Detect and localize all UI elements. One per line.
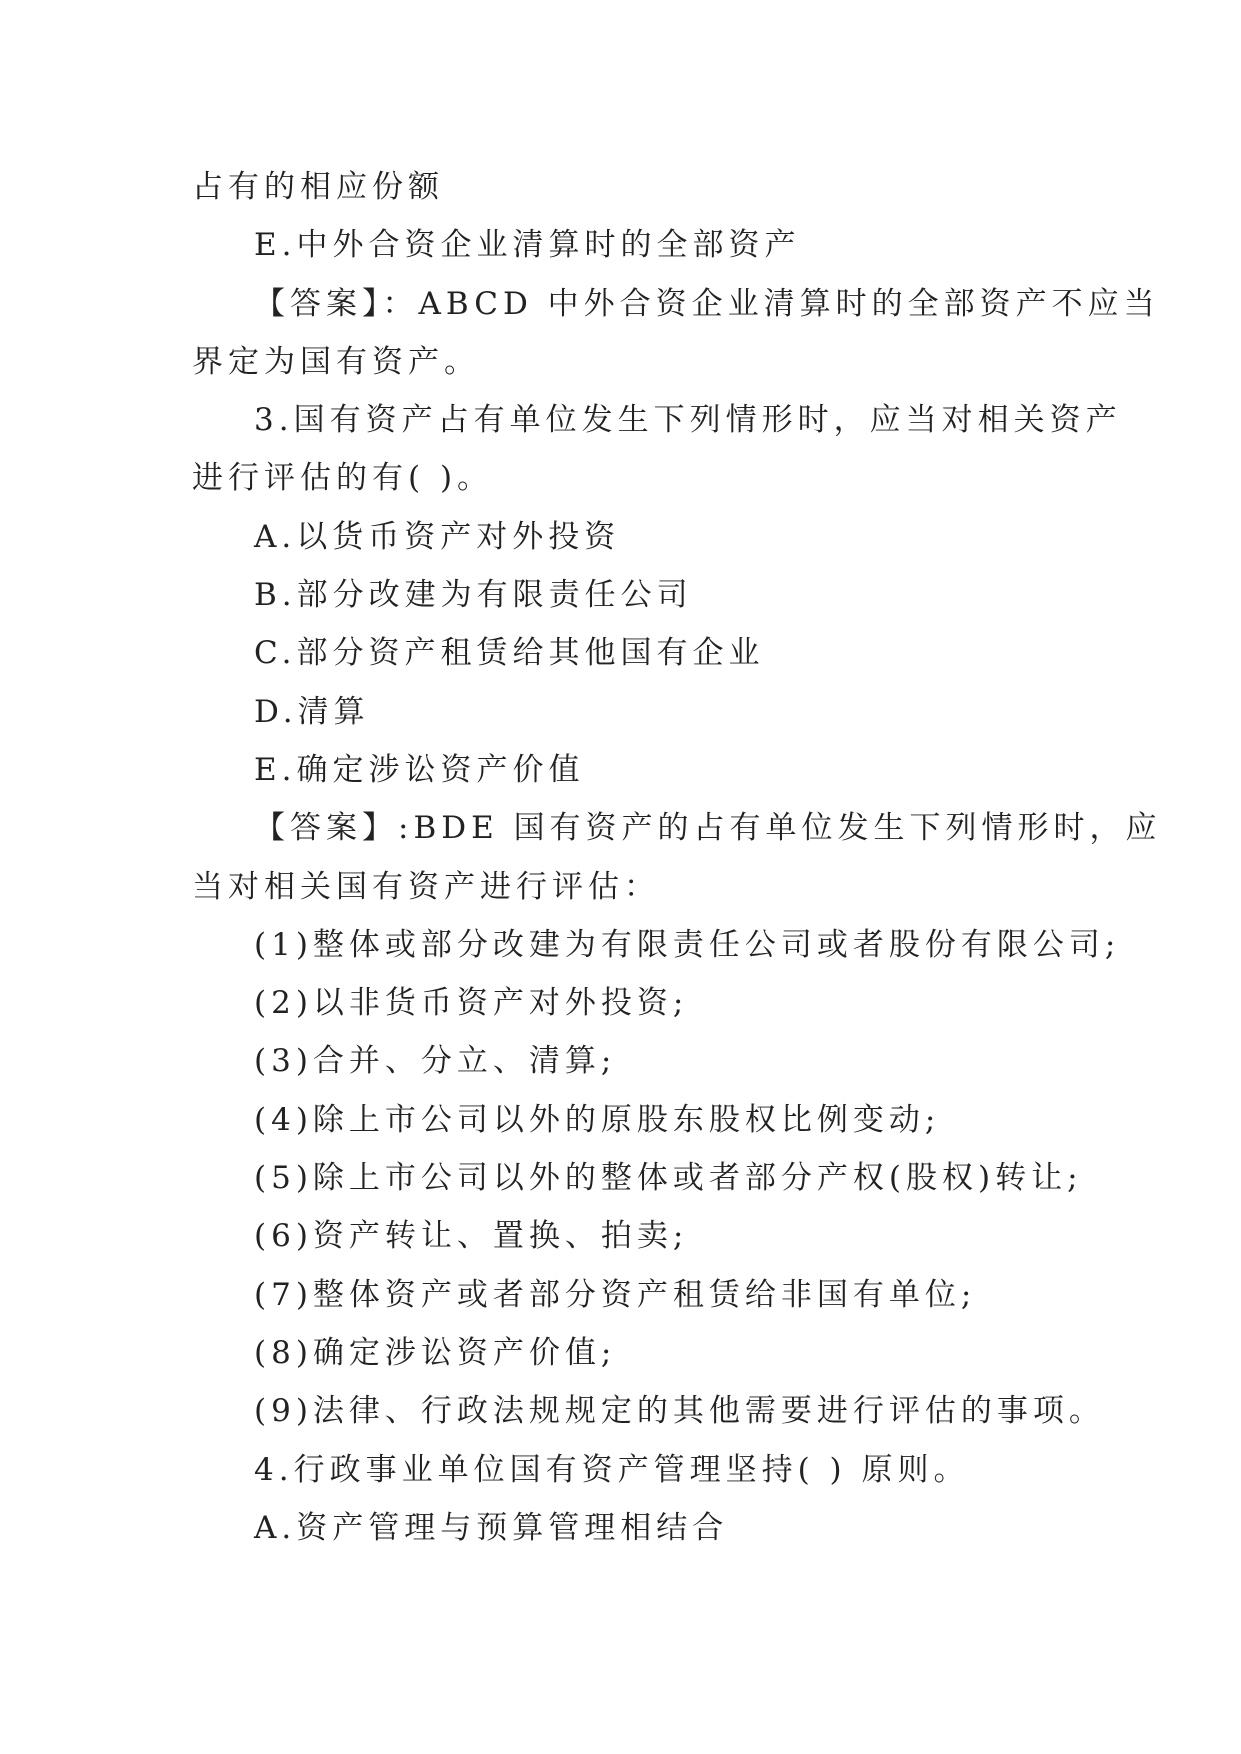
text-line: D.清算 bbox=[254, 693, 370, 730]
text-line: (7)整体资产或者部分资产租赁给非国有单位; bbox=[254, 1276, 977, 1313]
text-line: 界定为国有资产。 bbox=[192, 343, 480, 380]
text-line: (9)法律、行政法规规定的其他需要进行评估的事项。 bbox=[254, 1393, 1105, 1430]
text-line: 进行评估的有( )。 bbox=[192, 460, 494, 497]
text-line: E.中外合资企业清算时的全部资产 bbox=[254, 227, 801, 264]
text-line: (4)除上市公司以外的原股东股权比例变动; bbox=[254, 1101, 941, 1138]
text-line: 占有的相应份额 bbox=[192, 169, 444, 205]
text-line: 当对相关国有资产进行评估： bbox=[192, 868, 660, 905]
text-line: (8)确定涉讼资产价值; bbox=[254, 1334, 617, 1371]
text-line: C.部分资产租赁给其他国有企业 bbox=[254, 635, 765, 672]
text-line: 【答案】:BDE 国有资产的占有单位发生下列情形时，应 bbox=[254, 810, 1162, 847]
text-line: A.资产管理与预算管理相结合 bbox=[254, 1509, 729, 1546]
text-line: E.确定涉讼资产价值 bbox=[254, 751, 585, 788]
text-line: (6)资产转让、置换、拍卖; bbox=[254, 1218, 689, 1255]
text-line: (1)整体或部分改建为有限责任公司或者股份有限公司; bbox=[254, 926, 1121, 963]
text-line: B.部分改建为有限责任公司 bbox=[254, 577, 693, 614]
text-line: (2)以非货币资产对外投资; bbox=[254, 985, 689, 1022]
text-line: 【答案】：ABCD 中外合资企业清算时的全部资产不应当 bbox=[254, 285, 1160, 322]
text-line: (5)除上市公司以外的整体或者部分产权(股权)转让; bbox=[254, 1160, 1083, 1197]
document-body bbox=[192, 158, 1162, 1557]
text-line: (3)合并、分立、清算; bbox=[254, 1043, 617, 1080]
text-line: 4.行政事业单位国有资产管理坚持( ) 原则。 bbox=[254, 1451, 970, 1488]
text-line: 3.国有资产占有单位发生下列情形时，应当对相关资产 bbox=[254, 402, 1122, 439]
text-line: A.以货币资产对外投资 bbox=[254, 518, 621, 555]
